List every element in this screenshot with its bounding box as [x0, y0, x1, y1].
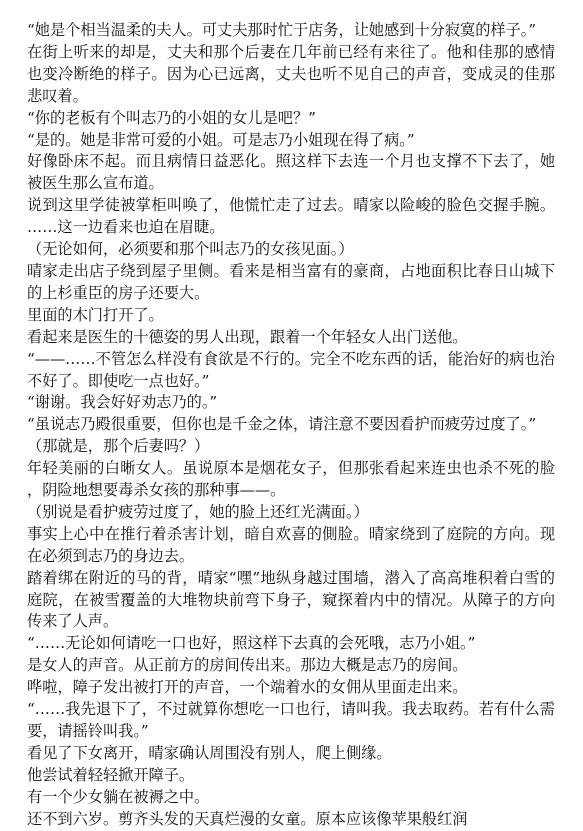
paragraph-16: （别说是看护疲劳过度了，她的脸上还红光满面。） — [27, 502, 369, 521]
paragraph-18: 踏着绑在附近的马的背，晴家“嘿”地纵身越过围墙，潜入了高高堆积着白雪的庭院，在被雪覆盖的大堆物块前弯下身子，窥探着内中的情况。从障子的方向传来了人声。 — [27, 568, 555, 631]
paragraph-21: 哗啦，障子发出被打开的声音，一个端着水的女佣从里面走出来。 — [27, 678, 468, 697]
paragraph-4: “是的。她是非常可爱的小姐。可是志乃小姐现在得了病。” — [27, 130, 415, 149]
paragraph-25: 有一个少女躺在被褥之中。 — [27, 787, 210, 806]
paragraph-26: 还不到六岁。剪齐头发的天真烂漫的女童。原本应该像苹果般红润 — [27, 809, 468, 828]
paragraph-14: （那就是，那个后妻吗？） — [27, 437, 210, 456]
paragraph-1: “她是个相当温柔的夫人。可丈夫那时忙于店务，让她感到十分寂寞的样子。” — [27, 21, 537, 39]
paragraph-12: “谢谢。我会好好劝志乃的。” — [27, 393, 218, 412]
paragraph-17: 事实上心中在推行着杀害计划，暗自欢喜的側脸。晴家绕到了庭院的方向。现在必须到志乃的身边去。 — [27, 524, 555, 565]
paragraph-19: “……无论如何请吃一口也好，照这样下去真的会死哦，志乃小姐。” — [27, 634, 476, 653]
paragraph-6: 说到这里学徒被掌柜叫唤了，他慌忙走了过去。晴家以险峻的脸色交握手腕。……这一边看来也迫在眉睫。 — [27, 196, 555, 237]
paragraph-3: “你的老板有个叫志乃的小姐的女儿是吧？” — [27, 108, 316, 127]
novel-page — [27, 20, 555, 831]
paragraph-8: 晴家走出店子绕到屋子里侧。看来是相当富有的豪商，占地面积比春日山城下的上杉重臣的房子还要大。 — [27, 261, 555, 302]
paragraph-11: “——……不管怎么样没有食欲是不行的。完全不吃东西的话，能治好的病也治不好了。即使吃一点也好。” — [27, 349, 555, 390]
paragraph-7: （无论如何，必须要和那个叫志乃的女孩见面。） — [27, 240, 354, 259]
paragraph-9: 里面的木门打开了。 — [27, 305, 164, 324]
paragraph-2: 在街上听来的却是，丈夫和那个后妻在几年前已经有来往了。他和佳那的感情也变冷断绝的样子。因为心已远离，丈夫也听不见自己的声音，变成灵的佳那悲叹着。 — [27, 42, 555, 105]
paragraph-20: 是女人的声音。从正前方的房间传出来。那边大概是志乃的房间。 — [27, 656, 468, 675]
paragraph-13: “虽说志乃殿很重要，但你也是千金之体，请注意不要因看护而疲劳过度了。” — [27, 415, 537, 434]
paragraph-5: 好像卧床不起。而且病情日益恶化。照这样下去连一个月也支撑不下去了，她被医生那么宣布道。 — [27, 152, 555, 193]
paragraph-15: 年轻美丽的白晰女人。虽说原本是烟花女子，但那张看起来连虫也杀不死的脸，阴险地想要毒杀女孩的那种事——。 — [27, 459, 555, 500]
paragraph-22: “……我先退下了，不过就算你想吃一口也行，请叫我。我去取药。若有什么需要，请摇铃叫我。” — [27, 700, 555, 740]
paragraph-10: 看起来是医生的十德姿的男人出现，跟着一个年轻女人出门送他。 — [27, 327, 468, 346]
paragraph-23: 看见了下女离开，晴家确认周围没有别人，爬上側缘。 — [27, 743, 392, 762]
paragraph-24: 他尝试着轻轻掀开障子。 — [27, 765, 195, 784]
